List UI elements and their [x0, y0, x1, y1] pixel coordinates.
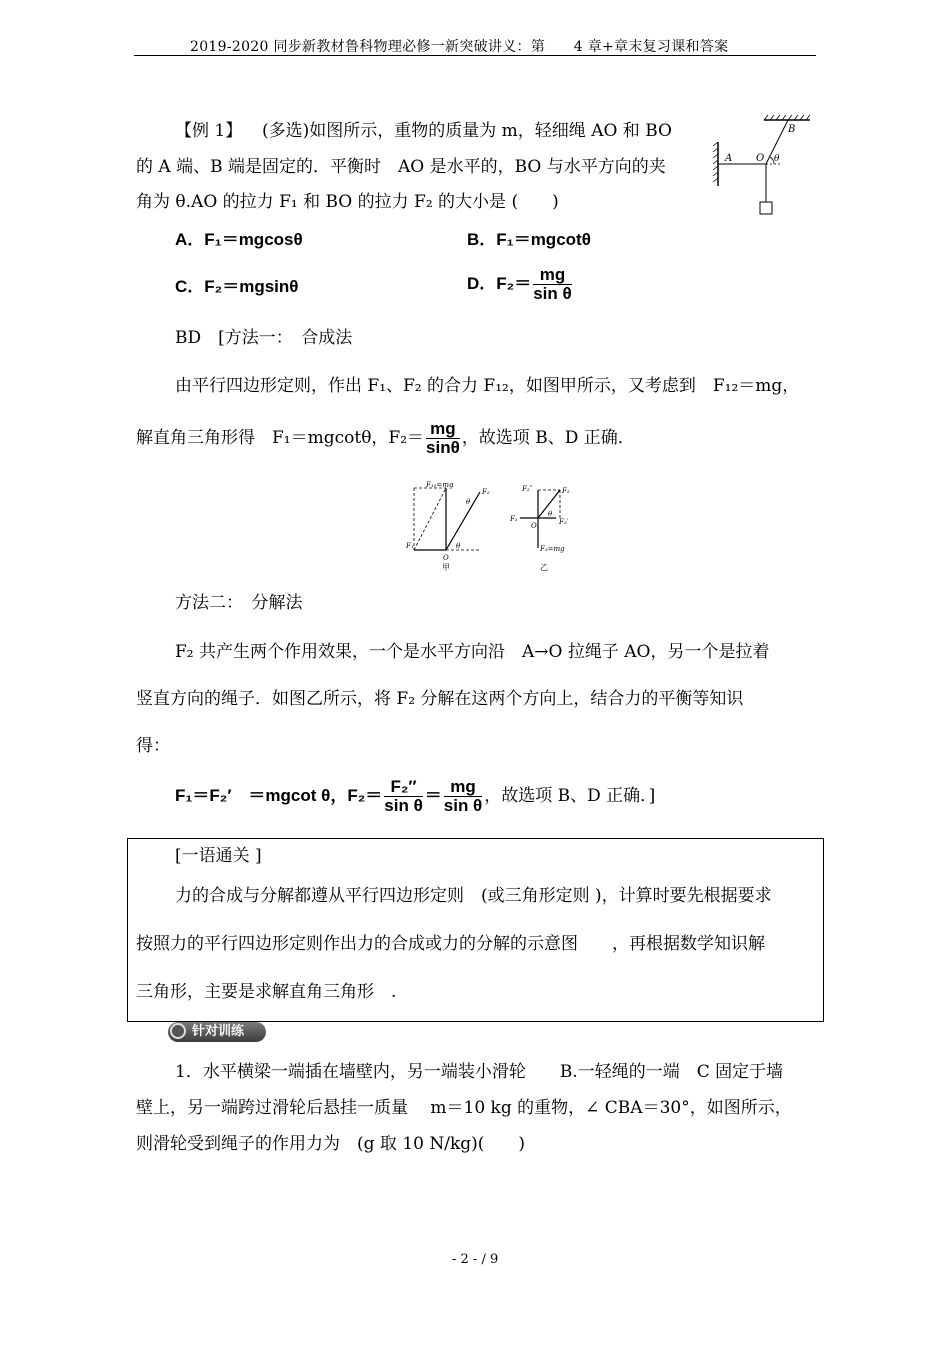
yi-label-f2-double-prime: F₂″ [522, 485, 533, 493]
diagram-jia [405, 481, 490, 572]
method2-line-3: 得： [136, 736, 170, 756]
problem1-line-3: 则滑轮受到绳子的作用力为 (g 取 10 N/kg)( ) [136, 1134, 526, 1154]
jia-label-f2: F₂ [482, 488, 490, 496]
method1-line-1: 由平行四边形定则，作出 F₁、F₂ 的合力 F₁₂，如图甲所示，又考虑到 F₁₂＝mg， [175, 376, 800, 396]
jia-label-o: O [443, 554, 449, 562]
option-a: A．F₁＝mgcosθ [175, 230, 303, 249]
example-line-3: 角为 θ.AO 的拉力 F₁ 和 BO 的拉力 F₂ 的大小是 ( ) [136, 192, 559, 212]
method2-line-2: 竖直方向的绳子．如图乙所示，将 F₂ 分解在这两个方向上，结合力的平衡等知识 [136, 689, 744, 709]
jia-label-theta-bottom: θ [456, 542, 461, 550]
method2-line-1: F₂ 共产生两个作用效果，一个是水平方向沿 A→O 拉绳子 AO，另一个是拉着 [175, 642, 770, 662]
fig1-label-theta: θ [774, 154, 780, 164]
header-divider [134, 55, 816, 56]
force-diagrams-figure [404, 478, 584, 572]
page-number: - 2 - / 9 [452, 1252, 499, 1267]
yi-label-f2: F₂ [562, 487, 570, 495]
summary-line-2: 按照力的平行四边形定则作出力的合成或力的分解的示意图 ，再根据数学知识解 [136, 934, 765, 954]
jia-caption: 甲 [442, 563, 450, 572]
yi-label-theta: θ [548, 510, 553, 518]
final-formula: F₁＝F₂′ ＝mgcot θ，F₂＝ $\frac{\text{F₂″}}{\text{sin θ}}$ ＝ $\frac{mg}{\text{sin θ}}$ ，故选项 B、D 正确．] [175, 777, 656, 815]
yi-label-f1: F₁ [510, 515, 518, 523]
yi-label-f2-prime: F₂′ [559, 518, 569, 526]
diagram-yi [509, 485, 570, 572]
method2-title: 方法二： 分解法 [175, 593, 303, 613]
option-b: B．F₁＝mgcotθ [467, 230, 591, 249]
summary-title: [一语通关 ] [175, 846, 262, 866]
yi-caption: 乙 [540, 563, 548, 572]
practice-badge [168, 1022, 266, 1042]
fig1-label-o: O [756, 153, 765, 164]
method1-line-2: 解直角三角形得 F₁＝mgcotθ，F₂＝ $\frac{mg}{\sin\theta}$ ，故选项 B、D 正确． [136, 419, 635, 457]
hanging-mass-figure [712, 114, 816, 218]
example-line-1: (多选)如图所示，重物的质量为 m，轻细绳 AO 和 BO [262, 121, 672, 141]
problem1-line-1: 1．水平横梁一端插在墙壁内，另一端装小滑轮 B.一轻绳的一端 C 固定于墙 [175, 1062, 784, 1082]
example-label: 【例 1】 [175, 121, 243, 141]
jia-label-f12: F₁₂=mg [426, 481, 454, 489]
summary-line-1: 力的合成与分解都遵从平行四边形定则 (或三角形定则 )，计算时要先根据要求 [175, 886, 772, 906]
jia-label-f1: F₁ [406, 542, 414, 550]
fig1-label-b: B [788, 124, 796, 135]
example-line-2: 的 A 端、B 端是固定的．平衡时 AO 是水平的，BO 与水平方向的夹 [136, 157, 666, 177]
practice-badge-label: 针对训练 [192, 1024, 245, 1039]
jia-label-theta-top: θ [466, 498, 471, 506]
answer-line: BD [方法一： 合成法 [175, 328, 353, 348]
yi-label-f3: F₃=mg [540, 545, 565, 553]
page-header: 2019-2020 同步新教材鲁科物理必修一新突破讲义：第 4 章+章末复习课和答案 [190, 39, 729, 55]
fig1-label-a: A [725, 153, 733, 164]
problem1-line-2: 壁上，另一端跨过滑轮后悬挂一质量 m＝10 kg 的重物，∠ CBA＝30°，如图所示， [136, 1098, 792, 1118]
summary-line-3: 三角形，主要是求解直角三角形 . [136, 982, 397, 1002]
option-d: D．F₂＝ $\frac{mg}{\text{sin θ}}$ [467, 265, 572, 303]
target-icon [170, 1023, 186, 1039]
yi-label-o: O [531, 522, 537, 530]
option-c: C．F₂＝mgsinθ [175, 277, 299, 296]
